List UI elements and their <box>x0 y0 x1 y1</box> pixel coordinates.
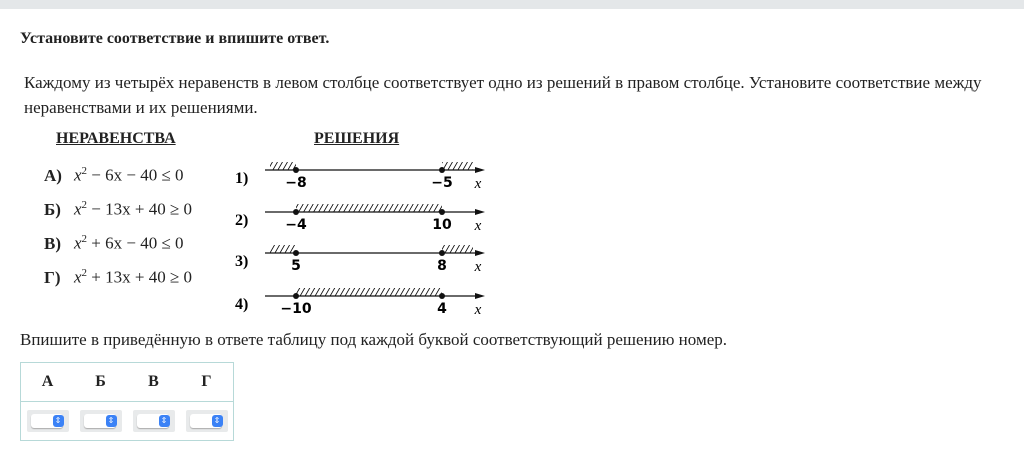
inequality-exp: 2 <box>81 267 88 279</box>
number-line-2 <box>235 204 485 234</box>
arrow-icon <box>475 293 485 299</box>
number-line-3 <box>235 245 485 275</box>
solution-number: 4) <box>235 296 249 313</box>
number-line-4 <box>235 288 485 318</box>
inequality-rest: − 13x + 40 ≥ 0 <box>87 199 193 219</box>
answer-cell <box>21 402 75 441</box>
point-b-label: −5 <box>431 175 453 191</box>
answer-table <box>20 362 234 441</box>
point-a-label: −10 <box>280 301 312 317</box>
inequality-exp: 2 <box>81 165 88 177</box>
solutions-header: РЕШЕНИЯ <box>314 130 400 147</box>
point-a-label: −4 <box>285 217 307 233</box>
hatch-between <box>296 288 442 296</box>
hatch-left <box>270 245 296 253</box>
inequality-letter: В) <box>44 233 61 253</box>
inequality-rest: + 13x + 40 ≥ 0 <box>87 267 193 287</box>
inequality-exp: 2 <box>81 199 88 211</box>
answer-column-header: Б <box>74 363 127 402</box>
task-title: Установите соответствие и впишите ответ. <box>20 30 330 47</box>
number-line-1 <box>235 162 485 192</box>
inequality-var: x <box>74 199 82 219</box>
inequality-rest: − 6x − 40 ≤ 0 <box>87 165 184 185</box>
answer-cell <box>127 402 180 441</box>
point-a <box>293 209 299 215</box>
point-b <box>439 209 445 215</box>
hatch-right <box>442 162 473 170</box>
select-arrows-icon[interactable]: ⇕ <box>106 415 117 427</box>
arrow-icon <box>475 167 485 173</box>
point-b <box>439 167 445 173</box>
inequality-rest: + 6x − 40 ≤ 0 <box>87 233 184 253</box>
point-a <box>293 293 299 299</box>
answer-cell <box>180 402 234 441</box>
inequalities-header: НЕРАВЕНСТВА <box>56 130 176 147</box>
hatch-left <box>270 162 296 170</box>
inequality-var: x <box>74 165 82 185</box>
select-arrows-icon[interactable]: ⇕ <box>212 415 223 427</box>
hatch-right <box>442 245 473 253</box>
axis-x-label: x <box>474 302 482 318</box>
answer-select-0[interactable] <box>27 410 69 432</box>
answer-column-header: В <box>127 363 180 402</box>
point-b <box>439 293 445 299</box>
axis-x-label: x <box>474 259 482 275</box>
answer-column-header: Г <box>180 363 234 402</box>
task-intro: Каждому из четырёх неравенств в левом столбце соответствует одно из решений в правом столбце. Установите соответствие между неравенствами и их решениями. <box>24 73 982 117</box>
inequality-letter: Г) <box>44 267 61 287</box>
inequality-letter: А) <box>44 165 62 185</box>
answer-select-2[interactable] <box>133 410 175 432</box>
axis-x-label: x <box>474 176 482 192</box>
inequality-letter: Б) <box>44 199 61 219</box>
point-b <box>439 250 445 256</box>
point-b-label: 10 <box>432 217 452 233</box>
answer-cell <box>74 402 127 441</box>
point-b-label: 4 <box>437 301 447 317</box>
select-arrows-icon[interactable]: ⇕ <box>53 415 64 427</box>
point-a <box>293 250 299 256</box>
point-a-label: 5 <box>291 258 301 274</box>
point-a <box>293 167 299 173</box>
point-b-label: 8 <box>437 258 447 274</box>
instruction-text: Впишите в приведённую в ответе таблицу под каждой буквой соответствующий решению номер. <box>20 330 728 349</box>
solution-number: 2) <box>235 212 249 229</box>
arrow-icon <box>475 209 485 215</box>
inequality-var: x <box>74 267 82 287</box>
answer-select-3[interactable] <box>186 410 228 432</box>
solution-number: 1) <box>235 170 249 187</box>
axis-x-label: x <box>474 218 482 234</box>
answer-select-1[interactable] <box>80 410 122 432</box>
point-a-label: −8 <box>285 175 307 191</box>
solution-number: 3) <box>235 253 249 270</box>
select-arrows-icon[interactable]: ⇕ <box>159 415 170 427</box>
answer-column-header: А <box>21 363 75 402</box>
inequality-exp: 2 <box>81 233 88 245</box>
inequality-var: x <box>74 233 82 253</box>
hatch-between <box>296 204 442 212</box>
arrow-icon <box>475 250 485 256</box>
